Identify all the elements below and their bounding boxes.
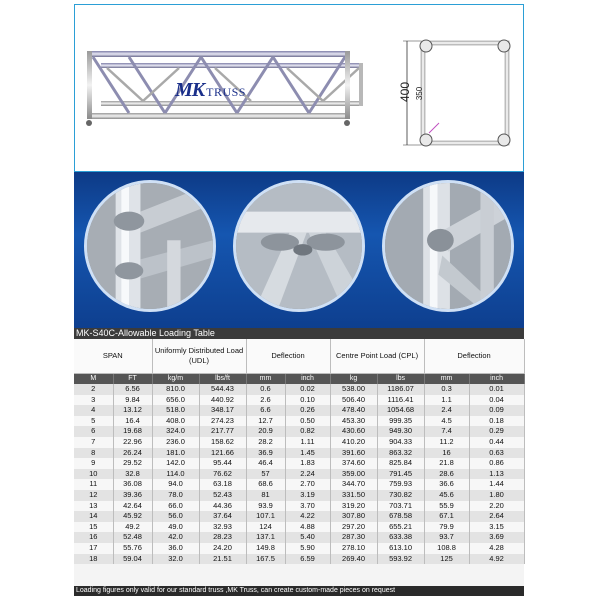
table-cell: 2.64 (469, 511, 524, 522)
table-cell: 613.10 (377, 543, 424, 554)
table-cell: 11 (74, 479, 113, 490)
table-cell: 863.32 (377, 448, 424, 459)
table-cell: 0.09 (469, 405, 524, 416)
table-row (74, 395, 524, 406)
table-cell: 1054.68 (377, 405, 424, 416)
table-row (74, 479, 524, 490)
table-cell: 149.8 (246, 543, 285, 554)
table-cell: 633.38 (377, 532, 424, 543)
table-cell: 678.58 (377, 511, 424, 522)
table-cell: 1.1 (424, 395, 469, 406)
table-cell: 348.17 (199, 405, 246, 416)
mk-truss-logo (175, 79, 246, 102)
table-cell: 278.10 (330, 543, 377, 554)
table-cell: 59.04 (113, 554, 152, 565)
table-cell: 0.82 (285, 426, 330, 437)
table-cell: 518.0 (152, 405, 199, 416)
table-row (74, 416, 524, 427)
table-cell: 410.20 (330, 437, 377, 448)
unit-header-cell: kg/m (152, 373, 199, 384)
table-row (74, 437, 524, 448)
table-cell: 0.50 (285, 416, 330, 427)
table-row (74, 448, 524, 459)
allowable-loading-table (74, 339, 525, 564)
table-cell: 9.84 (113, 395, 152, 406)
table-cell: 121.66 (199, 448, 246, 459)
logo-truss-text: TRUSS (206, 85, 246, 99)
table-cell: 39.36 (113, 490, 152, 501)
table-cell: 7.4 (424, 426, 469, 437)
table-cell: 24.20 (199, 543, 246, 554)
table-cell: 544.43 (199, 384, 246, 395)
table-cell: 42.0 (152, 532, 199, 543)
table-cell: 9 (74, 458, 113, 469)
table-cell: 391.60 (330, 448, 377, 459)
photo-weld-joint-closeup (233, 180, 365, 312)
table-cell: 2.70 (285, 479, 330, 490)
table-cell: 4.22 (285, 511, 330, 522)
table-cell: 94.0 (152, 479, 199, 490)
table-cell: 6.59 (285, 554, 330, 565)
table-cell: 506.40 (330, 395, 377, 406)
unit-header-cell: mm (246, 373, 285, 384)
table-cell: 52.48 (113, 532, 152, 543)
table-cell: 56.0 (152, 511, 199, 522)
table-cell: 15 (74, 522, 113, 533)
table-cell: 759.93 (377, 479, 424, 490)
table-cell: 20.9 (246, 426, 285, 437)
table-cell: 2.4 (424, 405, 469, 416)
table-cell: 167.5 (246, 554, 285, 565)
table-cell: 656.0 (152, 395, 199, 406)
table-cell: 44.36 (199, 501, 246, 512)
unit-header-cell: mm (424, 373, 469, 384)
table-cell: 217.77 (199, 426, 246, 437)
table-cell: 4.28 (469, 543, 524, 554)
table-cell: 114.0 (152, 469, 199, 480)
table-cell: 95.44 (199, 458, 246, 469)
table-cell: 36.9 (246, 448, 285, 459)
table-cell: 0.02 (285, 384, 330, 395)
table-cell: 124 (246, 522, 285, 533)
table-cell: 93.9 (246, 501, 285, 512)
unit-header-cell: inch (469, 373, 524, 384)
table-cell: 440.92 (199, 395, 246, 406)
table-cell: 359.00 (330, 469, 377, 480)
table-cell: 478.40 (330, 405, 377, 416)
table-cell: 1.13 (469, 469, 524, 480)
table-cell: 2 (74, 384, 113, 395)
table-cell: 63.18 (199, 479, 246, 490)
table-row (74, 469, 524, 480)
loading-table-section (74, 328, 524, 596)
table-row (74, 501, 524, 512)
table-cell: 810.0 (152, 384, 199, 395)
table-cell: 331.50 (330, 490, 377, 501)
dimension-400-label: 400 (398, 81, 413, 103)
table-cell: 79.9 (424, 522, 469, 533)
table-cell: 78.0 (152, 490, 199, 501)
table-cell: 1.44 (469, 479, 524, 490)
table-cell: 8 (74, 448, 113, 459)
header-udl: Uniformly Distributed Load (UDL) (152, 339, 246, 373)
table-cell: 32.0 (152, 554, 199, 565)
table-cell: 49.0 (152, 522, 199, 533)
table-cell: 999.35 (377, 416, 424, 427)
table-cell: 324.0 (152, 426, 199, 437)
unit-header-cell: FT (113, 373, 152, 384)
table-cell: 0.63 (469, 448, 524, 459)
table-title: MK-S40C-Allowable Loading Table (74, 328, 524, 339)
table-cell: 904.33 (377, 437, 424, 448)
header-deflection-cpl: Deflection (424, 339, 524, 373)
table-row (74, 522, 524, 533)
table-cell: 2.20 (469, 501, 524, 512)
table-cell: 137.1 (246, 532, 285, 543)
table-cell: 344.70 (330, 479, 377, 490)
table-cell: 4.92 (469, 554, 524, 565)
table-row (74, 490, 524, 501)
table-cell: 32.93 (199, 522, 246, 533)
truss-drawing-panel (74, 4, 524, 172)
table-cell: 46.4 (246, 458, 285, 469)
table-cell: 453.30 (330, 416, 377, 427)
table-cell: 655.21 (377, 522, 424, 533)
logo-mk-text: MK (175, 79, 205, 101)
table-row (74, 458, 524, 469)
table-cell: 319.20 (330, 501, 377, 512)
table-cell: 13.12 (113, 405, 152, 416)
table-cell: 297.20 (330, 522, 377, 533)
table-cell: 2.6 (246, 395, 285, 406)
unit-header-row (74, 373, 524, 384)
table-cell: 2.24 (285, 469, 330, 480)
table-cell: 142.0 (152, 458, 199, 469)
unit-header-cell: lbs (377, 373, 424, 384)
table-cell: 6 (74, 426, 113, 437)
table-cell: 3.70 (285, 501, 330, 512)
header-span: SPAN (74, 339, 152, 373)
table-row (74, 554, 524, 565)
table-cell: 55.9 (424, 501, 469, 512)
table-cell: 18 (74, 554, 113, 565)
table-cell: 274.23 (199, 416, 246, 427)
table-cell: 0.44 (469, 437, 524, 448)
dimension-350-label: 350 (415, 86, 425, 101)
table-cell: 0.18 (469, 416, 524, 427)
table-cell: 949.30 (377, 426, 424, 437)
table-cell: 21.51 (199, 554, 246, 565)
table-row (74, 532, 524, 543)
table-row (74, 426, 524, 437)
table-cell: 36.0 (152, 543, 199, 554)
table-cell: 37.64 (199, 511, 246, 522)
photo-truss-frame-closeup (84, 180, 216, 312)
table-cell: 1.83 (285, 458, 330, 469)
table-cell: 28.23 (199, 532, 246, 543)
table-cell: 19.68 (113, 426, 152, 437)
table-cell: 12 (74, 490, 113, 501)
table-cell: 108.8 (424, 543, 469, 554)
table-cell: 0.29 (469, 426, 524, 437)
table-cell: 7 (74, 437, 113, 448)
table-cell: 408.0 (152, 416, 199, 427)
table-row (74, 511, 524, 522)
table-cell: 287.30 (330, 532, 377, 543)
table-cell: 5.40 (285, 532, 330, 543)
table-cell: 29.52 (113, 458, 152, 469)
table-cell: 3.19 (285, 490, 330, 501)
table-cell: 4 (74, 405, 113, 416)
table-cell: 0.3 (424, 384, 469, 395)
table-cell: 269.40 (330, 554, 377, 565)
table-cell: 36.08 (113, 479, 152, 490)
table-cell: 28.6 (424, 469, 469, 480)
table-cell: 26.24 (113, 448, 152, 459)
table-cell: 68.6 (246, 479, 285, 490)
header-cpl: Centre Point Load (CPL) (330, 339, 424, 373)
table-cell: 5.90 (285, 543, 330, 554)
table-cell: 3.69 (469, 532, 524, 543)
table-cell: 28.2 (246, 437, 285, 448)
weld-detail-photos (74, 172, 524, 328)
table-cell: 1.80 (469, 490, 524, 501)
table-cell: 825.84 (377, 458, 424, 469)
table-cell: 1186.07 (377, 384, 424, 395)
table-cell: 10 (74, 469, 113, 480)
table-cell: 236.0 (152, 437, 199, 448)
table-cell: 730.82 (377, 490, 424, 501)
table-cell: 36.6 (424, 479, 469, 490)
table-cell: 125 (424, 554, 469, 565)
table-row (74, 384, 524, 395)
table-cell: 107.1 (246, 511, 285, 522)
table-cell: 0.26 (285, 405, 330, 416)
table-cell: 16 (74, 532, 113, 543)
table-cell: 81 (246, 490, 285, 501)
header-deflection-udl: Deflection (246, 339, 330, 373)
table-cell: 49.2 (113, 522, 152, 533)
table-cell: 430.60 (330, 426, 377, 437)
table-cell: 374.60 (330, 458, 377, 469)
table-cell: 307.80 (330, 511, 377, 522)
table-cell: 158.62 (199, 437, 246, 448)
table-cell: 3.15 (469, 522, 524, 533)
table-cell: 4.5 (424, 416, 469, 427)
table-cell: 45.6 (424, 490, 469, 501)
table-cell: 0.01 (469, 384, 524, 395)
table-row (74, 543, 524, 554)
table-cell: 0.10 (285, 395, 330, 406)
table-cell: 42.64 (113, 501, 152, 512)
table-cell: 0.6 (246, 384, 285, 395)
table-cell: 17 (74, 543, 113, 554)
table-cell: 5 (74, 416, 113, 427)
table-cell: 703.71 (377, 501, 424, 512)
table-cell: 1116.41 (377, 395, 424, 406)
table-cell: 0.86 (469, 458, 524, 469)
table-cell: 12.7 (246, 416, 285, 427)
table-cell: 21.8 (424, 458, 469, 469)
table-cell: 3 (74, 395, 113, 406)
table-cell: 22.96 (113, 437, 152, 448)
table-cell: 14 (74, 511, 113, 522)
table-cell: 16 (424, 448, 469, 459)
table-cell: 181.0 (152, 448, 199, 459)
table-cell: 93.7 (424, 532, 469, 543)
table-cell: 55.76 (113, 543, 152, 554)
table-cell: 1.11 (285, 437, 330, 448)
table-cell: 593.92 (377, 554, 424, 565)
table-cell: 11.2 (424, 437, 469, 448)
table-cell: 67.1 (424, 511, 469, 522)
table-cell: 52.43 (199, 490, 246, 501)
unit-header-cell: kg (330, 373, 377, 384)
table-body (74, 384, 524, 564)
table-cell: 16.4 (113, 416, 152, 427)
unit-header-cell: inch (285, 373, 330, 384)
table-cell: 791.45 (377, 469, 424, 480)
table-cell: 4.88 (285, 522, 330, 533)
table-cell: 76.62 (199, 469, 246, 480)
table-cell: 538.00 (330, 384, 377, 395)
table-cell: 0.04 (469, 395, 524, 406)
table-cell: 32.8 (113, 469, 152, 480)
table-footnote: Loading figures only valid for our standard truss ,MK Truss, can create custom-made pieces on request (74, 586, 524, 596)
table-cell: 13 (74, 501, 113, 512)
table-cell: 45.92 (113, 511, 152, 522)
unit-header-cell: lbs/ft (199, 373, 246, 384)
table-cell: 6.6 (246, 405, 285, 416)
photo-diagonal-weld-closeup (382, 180, 514, 312)
table-cell: 57 (246, 469, 285, 480)
table-cell: 6.56 (113, 384, 152, 395)
unit-header-cell: M (74, 373, 113, 384)
table-cell: 1.45 (285, 448, 330, 459)
table-cell: 66.0 (152, 501, 199, 512)
table-row (74, 405, 524, 416)
